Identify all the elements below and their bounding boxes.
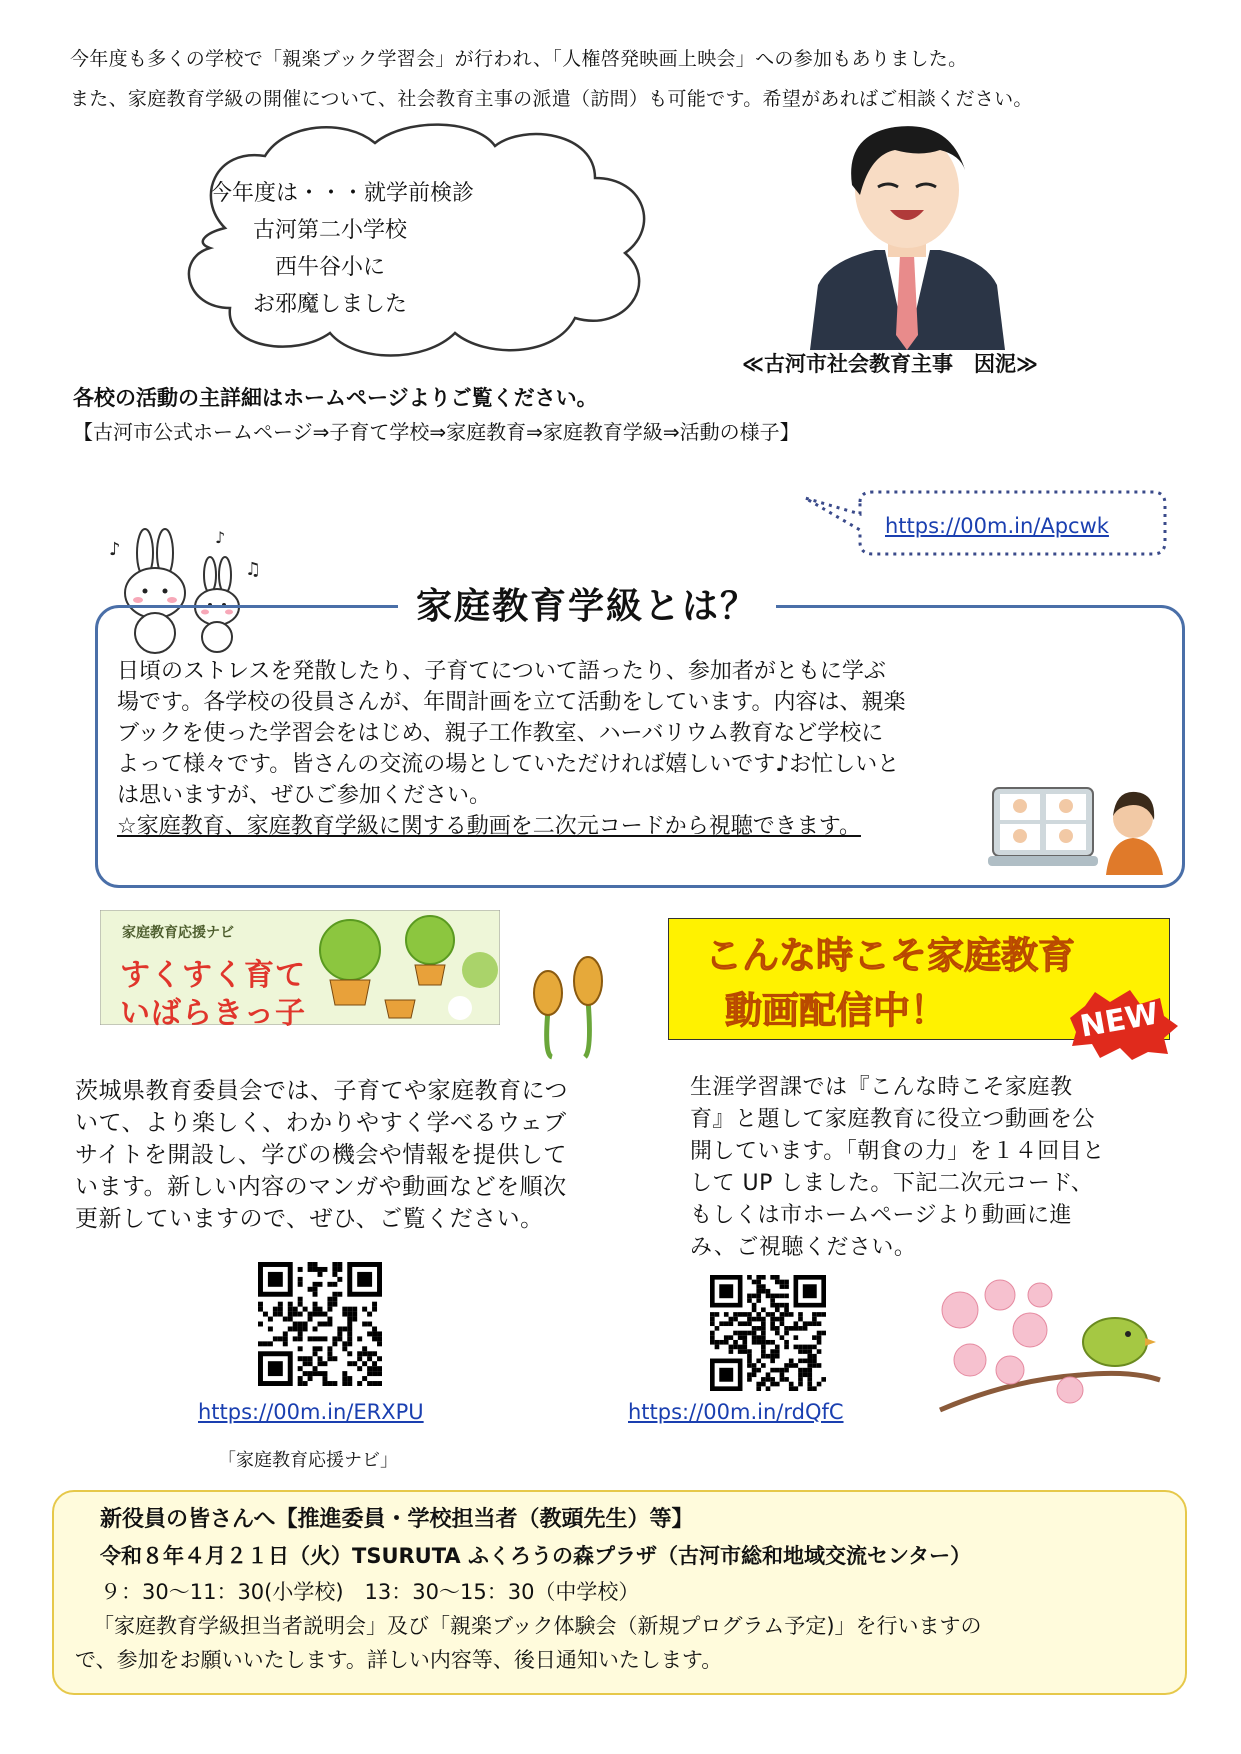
person-caption: ≪古河市社会教育主事 因泥≫	[742, 352, 1038, 376]
cloud-line: 今年度は・・・就学前検診	[210, 181, 475, 206]
navi-body	[75, 1075, 655, 1235]
officers-title: 新役員の皆さんへ【推進委員・学校担当者（教頭先生）等】	[100, 1507, 694, 1532]
cloud-bubble	[155, 118, 715, 368]
intro-line-1: 今年度も多くの学校で「親楽ブック学習会」が行われ、「人権啓発映画上映会」への参加もありました。	[70, 48, 968, 70]
about-line: 場です。各学校の役員さんが、年間計画を立て活動をしています。内容は、親楽	[117, 690, 906, 715]
cloud-line: 古河第二小学校	[252, 218, 407, 243]
about-line: よって様々です。皆さんの交流の場としていただければ嬉しいです♪お忙しいと	[117, 752, 900, 777]
navi-line: サイトを開設し、学びの機会や情報を提供して	[75, 1142, 567, 1168]
video-banner-line-2: 動画配信中！	[725, 989, 947, 1032]
svg-text:♪: ♪	[109, 539, 121, 560]
navi-banner-line-2: いばらきっ子	[120, 996, 306, 1031]
video-line: もしくは市ホームページより動画に進	[690, 1203, 1073, 1228]
video-body	[690, 1072, 1170, 1264]
about-heading: 家庭教育学級とは？	[398, 578, 776, 629]
navi-qr-code[interactable]	[258, 1262, 382, 1386]
officers-time: ９：30〜11：30(小学校) 13：30〜15：30（中学校）	[100, 1580, 640, 1604]
video-url-link[interactable]: https://00m.in/rdQfC	[628, 1400, 844, 1424]
video-qr-code[interactable]	[710, 1275, 826, 1391]
about-line: は思いますが、ぜひご参加ください。	[117, 783, 492, 808]
navi-line: います。新しい内容のマンガや動画などを順次	[75, 1174, 567, 1200]
about-video-note: ☆家庭教育、家庭教育学級に関する動画を二次元コードから視聴できます。	[117, 814, 861, 839]
cloud-line: お邪魔しました	[252, 292, 407, 317]
about-line: ブックを使った学習会をはじめ、親子工作教室、ハーバリウム教育など学校に	[117, 721, 884, 746]
about-line: 日頃のストレスを発散したり、子育てについて語ったり、参加者がともに学ぶ	[117, 659, 886, 684]
cloud-line: 西牛谷小に	[274, 255, 385, 280]
officers-date: 令和８年４月２１日（火）TSURUTA ふくろうの森プラザ（古河市総和地域交流センター）	[100, 1544, 972, 1568]
navi-banner-line-1: すくすく育て	[120, 958, 306, 993]
intro-line-2: また、家庭教育学級の開催について、社会教育主事の派遣（訪問）も可能です。希望があればご相談ください。	[70, 88, 1033, 110]
navi-line: いて、より楽しく、わかりやすく学べるウェブ	[75, 1110, 567, 1136]
activity-path: 【古河市公式ホームページ⇒子育て学校⇒家庭教育⇒家庭教育学級⇒活動の様子】	[73, 420, 800, 444]
navi-line: 更新していますので、ぜひ、ご覧ください。	[75, 1206, 544, 1232]
svg-text:♫: ♫	[245, 559, 262, 580]
svg-text:♪: ♪	[215, 528, 226, 547]
blossom-bird-illustration	[930, 1270, 1165, 1420]
activity-url-link[interactable]: https://00m.in/Apcwk	[885, 514, 1109, 538]
video-line: み、ご視聴ください。	[690, 1235, 917, 1260]
about-body	[117, 656, 1017, 842]
mushroom-illustration	[530, 955, 615, 1060]
activity-notice: 各校の活動の主詳細はホームページよりご覧ください。	[73, 386, 598, 410]
video-banner-line-1: こんな時こそ家庭教育	[705, 934, 1075, 977]
cloud-text	[210, 175, 475, 323]
navi-line: 茨城県教育委員会では、子育てや家庭教育につ	[75, 1078, 569, 1104]
navi-label: 「家庭教育応援ナビ」	[218, 1450, 398, 1471]
navi-banner-small: 家庭教育応援ナビ	[122, 925, 234, 941]
video-line: 開しています。「朝食の力」を１４回目と	[690, 1139, 1105, 1164]
video-line: 育』と題して家庭教育に役立つ動画を公	[690, 1107, 1096, 1132]
navi-url-link[interactable]: https://00m.in/ERXPU	[198, 1400, 424, 1424]
officers-line-2: で、参加をお願いいたします。詳しい内容等、後日通知いたします。	[75, 1648, 723, 1672]
teacher-illustration	[800, 115, 1015, 350]
video-line: して UP しました。下記二次元コード、	[690, 1171, 1094, 1196]
new-badge-text: NEW	[1077, 996, 1162, 1045]
officers-line-1: 「家庭教育学級担当者説明会」及び「親楽ブック体験会（新規プログラム予定)」を行いますの	[93, 1614, 982, 1638]
video-line: 生涯学習課では『こんな時こそ家庭教	[690, 1075, 1073, 1100]
online-meeting-illustration	[988, 780, 1173, 875]
